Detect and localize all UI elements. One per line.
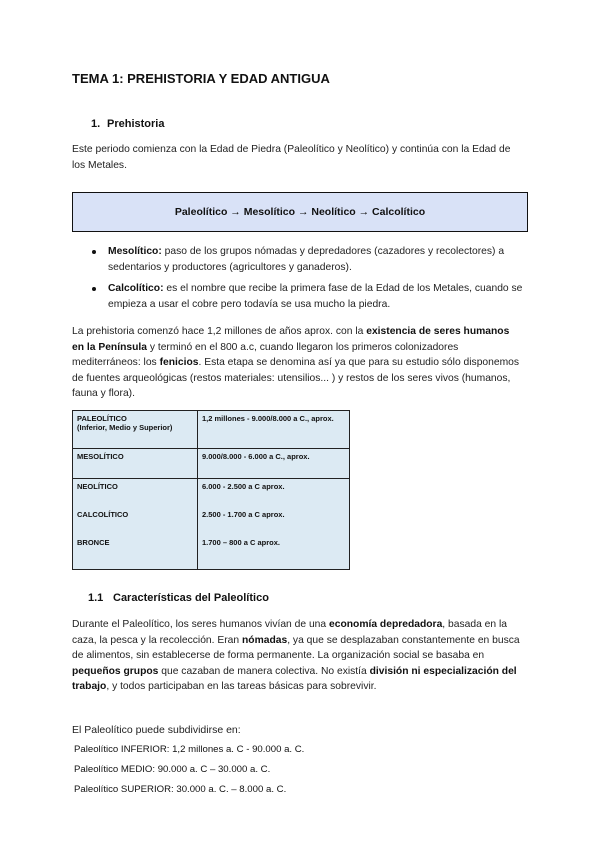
- period-dates: 6.000 - 2.500 a C aprox.: [202, 482, 285, 491]
- bold-run: existencia de seres humanos en la Península: [72, 326, 510, 353]
- text-run: , ya que se desplazaban constantemente en busca de alimentos, sin establecerse de forma permanente. La organización social se basaba en: [72, 634, 520, 662]
- table-cell-dates: 9.000/8.000 - 6.000 a C., aprox.: [198, 449, 350, 479]
- table-row: [73, 479, 350, 570]
- section-title: Características del Paleolítico: [113, 592, 269, 604]
- bullet-item-mesolitico: [92, 244, 532, 275]
- paleolithic-paragraph: [72, 617, 528, 695]
- table-cell-dates: 1,2 millones - 9.000/8.000 a C., aprox.: [198, 411, 350, 449]
- bold-run: fenicios: [159, 357, 199, 369]
- period-subtitle: (Inferior, Medio y Superior): [77, 423, 173, 432]
- table-cell-dates-group: [198, 479, 350, 570]
- section-heading-paleolitico: [88, 592, 269, 604]
- section-heading-prehistoria: [91, 118, 164, 130]
- bullet-text: paso de los grupos nómadas y depredadores (cazadores y recolectores) a sedentarios y productores (agricultores y ganaderos).: [108, 246, 505, 273]
- period-dates: 2.500 - 1.700 a C aprox.: [202, 510, 285, 519]
- period-name: NEOLÍTICO: [77, 482, 118, 491]
- period-name: CALCOLÍTICO: [77, 510, 129, 519]
- table-cell-period: [73, 411, 198, 449]
- period-dates: 1.700 – 800 a C aprox.: [202, 538, 280, 547]
- section-title: Prehistoria: [107, 118, 165, 130]
- subdivision-line: Paleolítico INFERIOR: 1,2 millones a. C - 90.000 a. C.: [74, 744, 305, 755]
- period-name: PALEOLÍTICO: [77, 414, 127, 423]
- bullet-term: Mesolítico:: [108, 246, 162, 257]
- text-run: , y todos participaban en las tareas básicas para sobrevivir.: [106, 681, 377, 693]
- section-number: 1.: [91, 118, 101, 130]
- text-run: Durante el Paleolítico, los seres humanos vivían de una: [72, 619, 329, 630]
- text-run: , basada en la caza, la pesca y la recolección. Eran: [72, 619, 507, 646]
- intro-paragraph: Este periodo comienza con la Edad de Piedra (Paleolítico y Neolítico) y continúa con la Edad de los Metales.: [72, 144, 511, 171]
- text-run: y terminó en el 800 a.c, cuando llegaron los primeros colonizadores mediterráneos: los: [72, 341, 459, 369]
- bold-run: economía depredadora: [329, 619, 443, 630]
- sequence-box: Paleolítico → Mesolítico → Neolítico → Calcolítico: [72, 192, 528, 232]
- section-number: 1.1: [88, 592, 104, 604]
- bullet-text: es el nombre que recibe la primera fase de la Edad de los Metales, cuando se empieza a usar el cobre pero todavía se usa mucho la piedra.: [108, 283, 523, 310]
- subdivision-intro: El Paleolítico puede subdividirse en:: [72, 724, 241, 736]
- table-row: [73, 411, 350, 449]
- page-title: TEMA 1: PREHISTORIA Y EDAD ANTIGUA: [72, 71, 330, 86]
- prehistory-paragraph: [72, 324, 522, 402]
- table-cell-period-group: [73, 479, 198, 570]
- text-run: que cazaban de manera colectiva. No existía: [158, 665, 370, 677]
- bullet-list: [92, 244, 532, 318]
- bold-run: pequeños grupos: [72, 665, 159, 677]
- periods-table: [72, 410, 350, 570]
- subdivision-line: Paleolítico SUPERIOR: 30.000 a. C. – 8.000 a. C.: [74, 784, 287, 795]
- bullet-item-calcolitico: [92, 281, 532, 312]
- period-name: BRONCE: [77, 538, 110, 547]
- text-run: . Esta etapa se denomina así ya que para su estudio sólo disponemos de fuentes arqueológicas (restos materiales: utensilios... ) y restos de los seres vivos (humanos, fauna y flora).: [72, 357, 520, 400]
- bullet-term: Calcolítico:: [108, 283, 164, 295]
- bold-run: división ni especialización del trabajo: [72, 665, 517, 693]
- table-row: [73, 449, 350, 479]
- text-run: La prehistoria comenzó hace 1,2 millones de años aprox. con la: [72, 326, 367, 337]
- bold-run: nómadas: [241, 634, 288, 646]
- subdivision-line: Paleolítico MEDIO: 90.000 a. C – 30.000 a. C.: [74, 764, 271, 775]
- table-cell-period: MESOLÍTICO: [73, 449, 198, 479]
